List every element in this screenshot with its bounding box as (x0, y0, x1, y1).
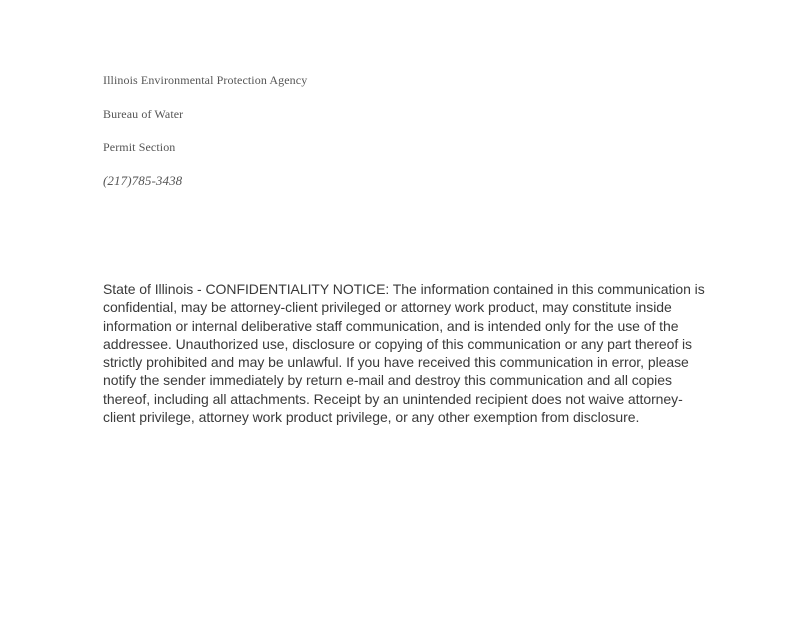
agency-name: Illinois Environmental Protection Agency (103, 73, 308, 87)
email-signature (103, 72, 307, 206)
bureau-name: Bureau of Water (103, 106, 184, 121)
section-name: Permit Section (103, 140, 176, 154)
confidentiality-notice: State of Illinois - CONFIDENTIALITY NOTICE: The information contained in this communication is confidential, may be attorney-client privileged or attorney work product, may constitute inside information or internal deliberative staff communication, and is intended only for the use of the addressee. Unauthorized use, disclosure or copying of this communication or any part thereof is strictly prohibited and may be unlawful. If you have received this communication in error, please notify the sender immediately by return e-mail and destroy this communication and all copies thereof, including all attachments. Receipt by an unintended recipient does not waive attorney-client privilege, attorney work product privilege, or any other exemption from disclosure. (103, 281, 705, 426)
phone-number: (217)785-3438 (103, 172, 183, 188)
